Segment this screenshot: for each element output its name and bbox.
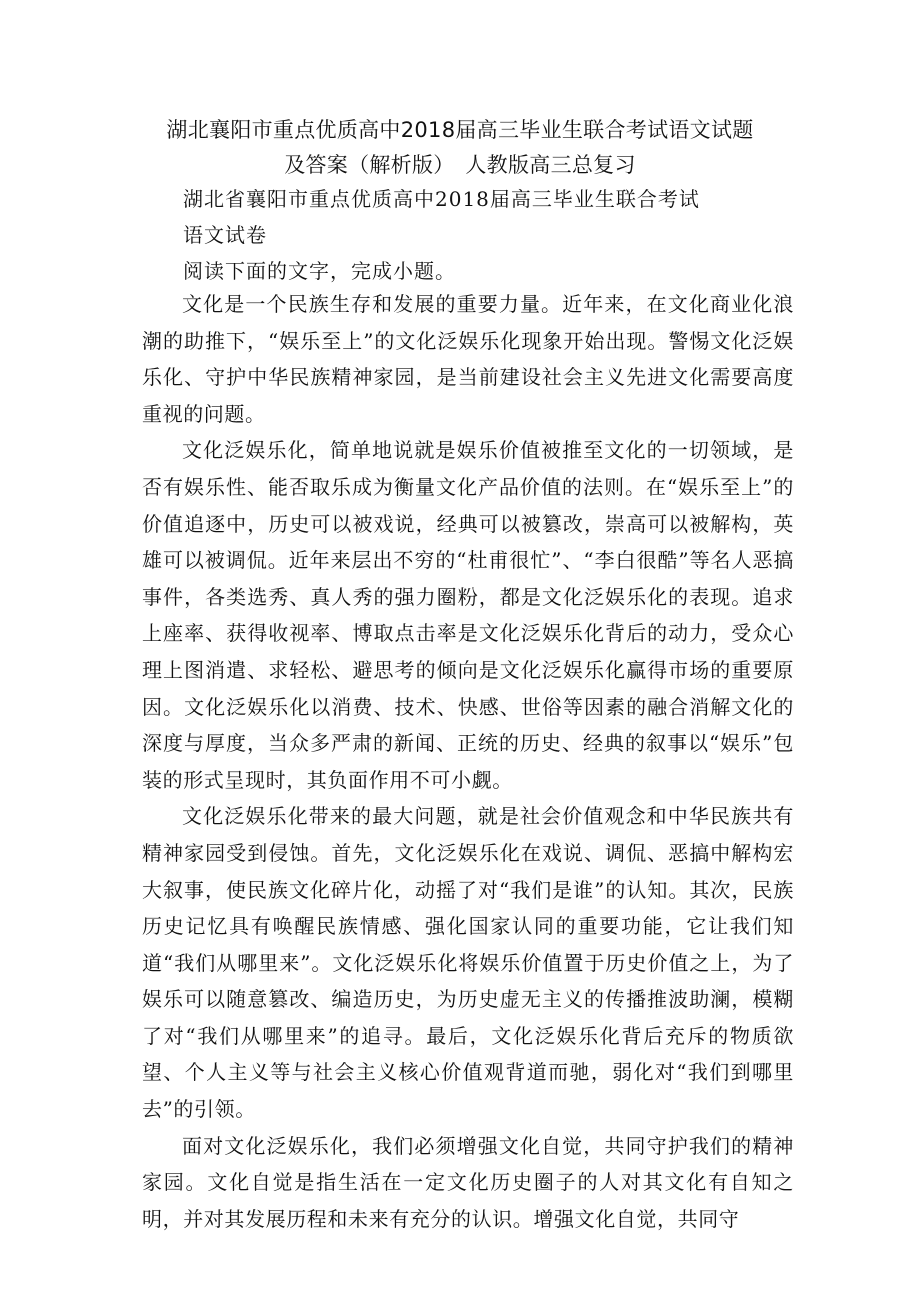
paper-name: 语文试卷 xyxy=(183,223,267,247)
reading-instruction: 阅读下面的文字，完成小题。 xyxy=(183,259,456,283)
passage-body xyxy=(142,286,794,1237)
exam-subtitle: 湖北省襄阳市重点优质高中2018届高三毕业生联合考试 xyxy=(183,187,700,211)
paragraph-3: 文化泛娱乐化带来的最大问题，就是社会价值观念和中华民族共有精神家园受到侵蚀。首先，文化泛娱乐化在戏说、调侃、恶搞中解构宏大叙事，使民族文化碎片化，动摇了对“我们是谁”的认知。其次，民族历史记忆具有唤醒民族情感、强化国家认同的重要功能，它让我们知道“我们从哪里来”。文化泛娱乐化将娱乐价值置于历史价值之上，为了娱乐可以随意篡改、编造历史，为历史虚无主义的传播推波助澜，模糊了对“我们从哪里来”的追寻。最后，文化泛娱乐化背后充斥的物质欲望、个人主义等与社会主义核心价值观背道而驰，弱化对“我们到哪里去”的引领。 xyxy=(142,804,794,1122)
paragraph-4: 面对文化泛娱乐化，我们必须增强文化自觉，共同守护我们的精神家园。文化自觉是指生活在一定文化历史圈子的人对其文化有自知之明，并对其发展历程和未来有充分的认识。增强文化自觉，共同守 xyxy=(142,1133,794,1231)
document-title-line-1: 湖北襄阳市重点优质高中2018届高三毕业生联合考试语文试题 xyxy=(166,118,754,142)
paragraph-2: 文化泛娱乐化，简单地说就是娱乐价值被推至文化的一切领域，是否有娱乐性、能否取乐成为衡量文化产品价值的法则。在“娱乐至上”的价值追逐中，历史可以被戏说，经典可以被篡改，崇高可以被解构，英雄可以被调侃。近年来层出不穷的“杜甫很忙”、“李白很酷”等名人恶搞事件，各类选秀、真人秀的强力圈粉，都是文化泛娱乐化的表现。追求上座率、获得收视率、博取点击率是文化泛娱乐化背后的动力，受众心理上图消遣、求轻松、避思考的倾向是文化泛娱乐化赢得市场的重要原因。文化泛娱乐化以消费、技术、快感、世俗等因素的融合消解文化的深度与厚度，当众多严肃的新闻、正统的历史、经典的叙事以“娱乐”包装的形式呈现时，其负面作用不可小觑。 xyxy=(142,438,794,792)
paragraph-1: 文化是一个民族生存和发展的重要力量。近年来，在文化商业化浪潮的助推下，“娱乐至上”的文化泛娱乐化现象开始出现。警惕文化泛娱乐化、守护中华民族精神家园，是当前建设社会主义先进文化需要高度重视的问题。 xyxy=(142,292,794,426)
document-title-line-2: 及答案（解析版） 人教版高三总复习 xyxy=(284,153,636,177)
